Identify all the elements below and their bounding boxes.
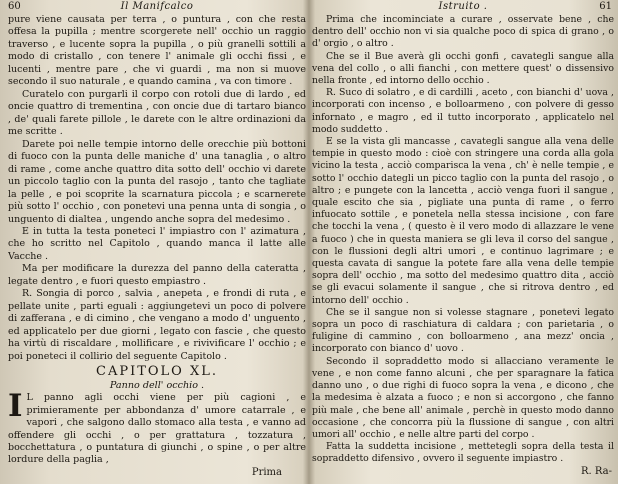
paragraph: Che se il Bue averà gli occhi gonfi , cavategli sangue alla vena del collo , o alli fianchi , con mettere quest' o dissensivo nella fronte , ed intorno dello occhio . xyxy=(312,50,614,87)
paragraph: E se la vista gli mancasse , cavategli sangue alla vena delle tempie in questo modo : cioè con stringere una corda alla gola vicino la testa , acciò comparisca la vena , ch' è nelle tempie , e sotto l' occhio dategli un picco taglio con la punta del rasojo , o altro ; e pungete con la lancetta , acciò venga fuori il sangue , quale escito che sia , pigliate una punta di rame , o ferro infuocato sottile , e ponetela nella stessa incisione , con fare che tocchi la vena , ( questo è il vero modo di allazzare le vene a fuoco ) che in questa maniera se gli leva il corso del sangue , con le flussioni degli altri umori , e continuo lagrimare ; e questa cavata di sangue la potete fare alla vena delle tempie sopra dell' occhio , ma sotto del medesimo quattro dita , acciò se gli evacui solamente il sangue , che si ritrova dentro , ed intorno dell' occhio . xyxy=(312,136,614,306)
paragraph: Fatta la suddetta incisione , mettetegli sopra della testa il sopraddetto difensivo , ovvero il seguente impiastro . xyxy=(312,441,614,465)
left-page xyxy=(8,0,306,484)
chapter-paragraph-text: L panno agli occhi viene per più cagioni , e primieramente per abbondanza d' umore catarrale , e vapori , che salgono dallo stomaco alla testa , e vanno ad offendere gli occhi , o per grattatura , tozzatura , bocchettatura , o puntatura di giunchi , o spine , o per altre lordure della paglia , xyxy=(8,392,306,466)
paragraph: pure viene causata per terra , o puntura , con che resta offesa la pupilla ; mentre scorgerete nell' occhio un raggio traverso , e lucente sopra la pupilla , o più granelli sottili a modo di cristallo , con tenere l' animale gli occhi fissi , e lucenti , mentre pare , che vi guardi , ma non si muove secondo il suo naturale , e quando camina , va con timore . xyxy=(8,14,306,88)
paragraph: Ma per modificare la durezza del panno della cateratta , legate dentro , e fuori questo empiastro . xyxy=(8,263,306,287)
right-page-header xyxy=(312,0,614,14)
page-number-left: 60 xyxy=(8,1,21,12)
chapter-subtitle: Panno dell' occhio . xyxy=(109,380,205,392)
paragraph: Darete poi nelle tempie intorno delle orecchie più bottoni di fuoco con la punta delle maniche d' una tanaglia , o altro di rame , come anche quattro dita sotto dell' occhio vi darete un piccolo taglio con la punta del rasojo , tanto che tagliate la pelle , e poi scoprite la scarnatura piccola ; e scarnerete più sotto l' occhio , con ponetevi una penna unta di songia , o unguento di dialtea , ungendo anche sopra del medesimo . xyxy=(8,138,306,225)
paragraph: E in tutta la testa poneteci l' impiastro con l' azimatura , che ho scritto nel Capitolo , quando manca il latte alle Vacche . xyxy=(8,225,306,262)
page-number-right: 61 xyxy=(599,1,612,12)
paragraph: R. Suco di solatro , e di cardilli , aceto , con bianchi d' uova , incorporati con incenso , e bolloarmeno , con polvere di gesso infornato , e magro , ed il tutto incorporato , applicatelo nel modo suddetto . xyxy=(312,87,614,135)
paragraph: Prima che incominciate a curare , osservate bene , che dentro dell' occhio non vi sia qualche poco di spica di grano , o d' orgio , o altro . xyxy=(312,14,614,50)
paragraph: Che se il sangue non si volesse stagnare , ponetevi legato sopra un poco di raschiatura di caldara ; con parietaria , o fuligine di cammino , con bolloarmeno , ana mezz' oncia , incorporato con bianco d' uovo . xyxy=(312,306,614,355)
right-page-text xyxy=(312,14,614,478)
paragraph: Secondo il sopraddetto modo si allacciano veramente le vene , e non come fanno alcuni , che per sparagnare la fatica danno uno , o due righi di fuoco sopra la vena , e dicono , che la medesima è alzata a fuoco ; e non si accorgono , che fanno più male , che bene all' animale , perchè in questo modo danno occasione , che concorra più la flussione di sangue , con altri umori all' occhio , e nelle altre parti del corpo . xyxy=(312,355,614,440)
drop-cap: I xyxy=(8,388,23,425)
chapter-title: CAPITOLO XL. xyxy=(96,364,218,380)
running-title-right: Istruito . xyxy=(438,1,488,12)
left-page-text xyxy=(8,14,306,479)
catchword-right: R. Ra- xyxy=(581,465,612,477)
paragraph: R. Songia di porco , salvia , anepeta , e frondi di ruta , e pellate unite , parti eguali : aggiungetevi un poco di polvere di zafferana , e di cimino , che vengano a modo d' unguento , ed applicatelo per due giorni , legato con fascie , che questo ha virtù di riscaldare , mollificare , e rivivificare l' occhio ; e poi poneteci il collirio del seguente Capitolo . xyxy=(8,288,306,362)
left-page-header xyxy=(8,0,306,14)
paragraph: Curatelo con purgarli il corpo con rotoli due di lardo , ed oncie quattro di trementina , con oncie due di tartaro bianco , de' quali farete pillole , le darete con le altre ordinazioni da me scritte . xyxy=(8,88,306,138)
running-title-left: Il Manifcalco xyxy=(120,1,194,12)
chapter-paragraph xyxy=(8,388,306,467)
right-page xyxy=(312,0,614,484)
catchword-left: Prima xyxy=(251,466,282,478)
